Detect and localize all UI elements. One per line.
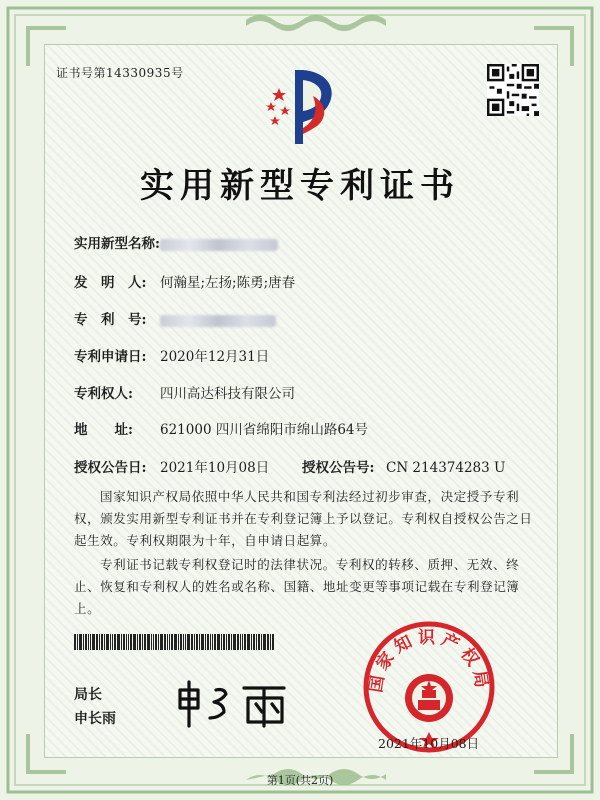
address-row <box>74 418 368 438</box>
filing-date-row <box>74 345 269 365</box>
grant-number-value: CN 214374283 U <box>386 460 506 476</box>
director-name: 申长雨 <box>74 711 116 727</box>
patent-number-row <box>74 308 276 328</box>
redacted-patent-number <box>160 315 276 327</box>
page-title: 实用新型专利证书 <box>140 166 460 206</box>
redacted-utility-name <box>160 239 278 251</box>
patentee-row <box>74 382 295 402</box>
utility-name-label: 实用新型名称: <box>74 236 160 252</box>
body-paragraph-2: 专利证书记载专利权登记时的法律状况。专利权的转移、质押、无效、终止、恢复和专利权人的姓名或名称、国籍、地址变更等事项记载在专利登记簿上。 <box>74 557 520 616</box>
grant-date-row <box>74 456 269 476</box>
patent-number-label: 专 利 号: <box>74 312 147 328</box>
filing-date-label: 专利申请日: <box>74 349 147 365</box>
inventor-row <box>74 271 295 291</box>
address-value: 621000 四川省绵阳市绵山路64号 <box>160 422 369 438</box>
seal-date: 2021年10月08日 <box>378 736 480 751</box>
grant-number-row <box>302 456 505 476</box>
inventor-label: 发 明 人: <box>74 275 147 291</box>
cnipa-logo <box>255 66 345 146</box>
utility-name-row <box>74 232 278 252</box>
director-signature <box>172 676 312 730</box>
inventor-value: 何瀚星;左扬;陈勇;唐春 <box>160 275 296 291</box>
grant-date-label: 授权公告日: <box>74 460 147 476</box>
certificate-number: 证书号第14330935号 <box>56 66 184 80</box>
patentee-label: 专利权人: <box>74 386 133 402</box>
filing-date-value: 2020年12月31日 <box>160 349 270 365</box>
page-number: 第1页(共2页) <box>266 774 334 787</box>
body-paragraph-1: 国家知识产权局依照中华人民共和国专利法经过初步审查，决定授予专利权，颁发实用新型专利证书并在专利登记簿上予以登记。专利权自授权公告之日起生效。专利权期限为十年，自申请日起算。 <box>74 489 533 548</box>
qr-code-icon <box>487 64 539 116</box>
grant-number-label: 授权公告号: <box>302 460 375 476</box>
patentee-value: 四川高达科技有限公司 <box>160 386 295 402</box>
grant-date-value: 2021年10月08日 <box>160 460 270 476</box>
address-label: 地 址: <box>74 422 133 438</box>
barcode <box>74 634 298 650</box>
director-title: 局长 <box>74 687 102 703</box>
svg-text:国家知识产权局: 国家知识产权局 <box>366 628 492 695</box>
